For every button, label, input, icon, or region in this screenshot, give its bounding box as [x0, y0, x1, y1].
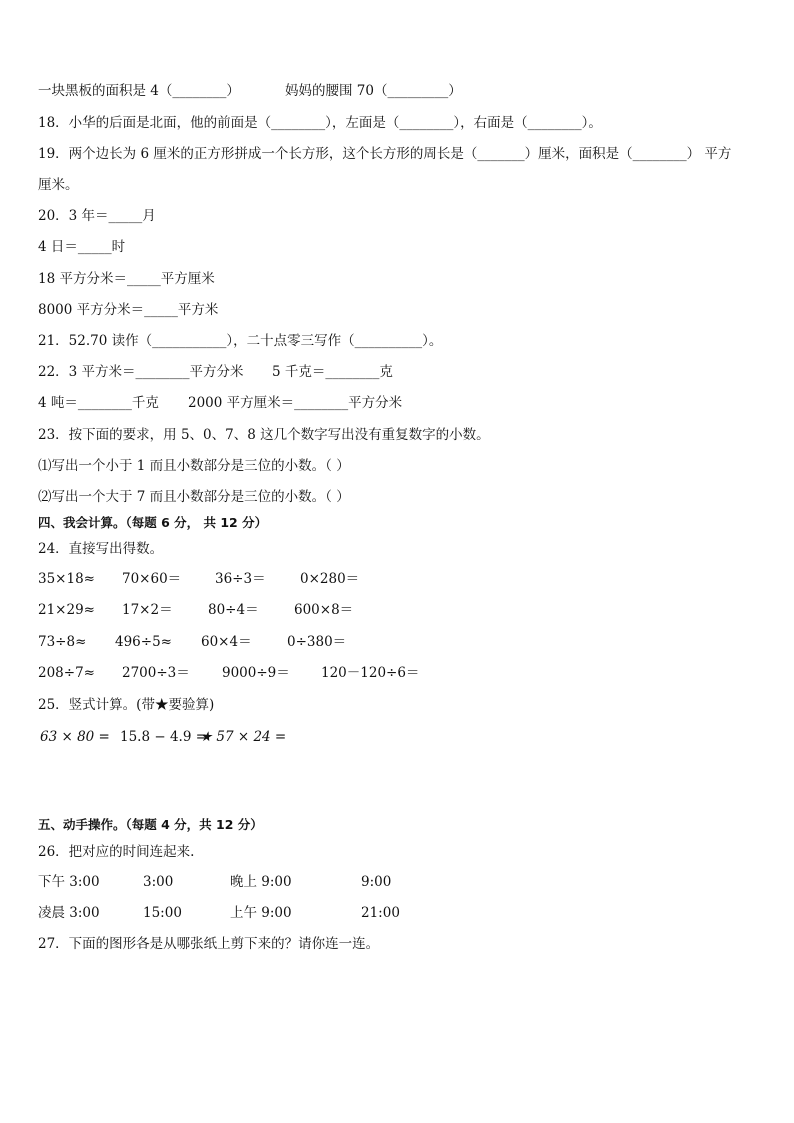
- calc-item: 36÷3＝: [215, 571, 266, 587]
- question-19-line2: 厘米。: [38, 177, 79, 193]
- question-25-stem: 25．竖式计算。(带★要验算): [38, 697, 215, 713]
- question-22b: 5 千克＝________克: [272, 364, 393, 380]
- section-4-heading: 四、我会计算。（每题 6 分， 共 12 分）: [38, 515, 268, 530]
- q17-mother-waist: 妈妈的腰围 70（_________）: [285, 83, 462, 99]
- question-20b: 4 日＝_____时: [38, 239, 126, 255]
- calc-item: 60×4＝: [201, 634, 252, 650]
- question-18: 18．小华的后面是北面，他的前面是（________），左面是（________），右面是（________）。: [38, 115, 602, 131]
- calc-item: 80÷4＝: [208, 602, 259, 618]
- vertical-calc-item: 63 × 80 =: [40, 729, 110, 745]
- vertical-calc-item-check: ★ 57 × 24 =: [200, 729, 287, 745]
- calc-item: 600×8＝: [294, 602, 354, 618]
- question-19-line1: 19．两个边长为 6 厘米的正方形拼成一个长方形，这个长方形的周长是（_______）厘米，面积是（________） 平方: [38, 146, 732, 162]
- time-item: 15:00: [143, 905, 182, 921]
- calc-item: 9000÷9＝: [222, 665, 290, 681]
- question-20d: 8000 平方分米＝_____平方米: [38, 302, 219, 318]
- calc-item: 496÷5≈: [115, 634, 172, 650]
- time-item: 晚上 9:00: [230, 874, 292, 890]
- question-23-part2: ⑵写出一个大于 7 而且小数部分是三位的小数。（ ）: [38, 489, 350, 505]
- calc-item: 70×60＝: [122, 571, 182, 587]
- time-item: 下午 3:00: [38, 874, 100, 890]
- question-20a: 20．3 年＝_____月: [38, 208, 156, 224]
- q17-blackboard-area: 一块黑板的面积是 4（________）: [38, 83, 240, 99]
- question-23-stem: 23．按下面的要求，用 5、0、7、8 这几个数字写出没有重复数字的小数。: [38, 427, 490, 443]
- question-23-part1: ⑴写出一个小于 1 而且小数部分是三位的小数。（ ）: [38, 458, 350, 474]
- calc-item: 21×29≈: [38, 602, 95, 618]
- question-21: 21．52.70 读作（___________），二十点零三写作（__________）。: [38, 333, 443, 349]
- calc-item: 0×280＝: [300, 571, 360, 587]
- time-item: 上午 9:00: [230, 905, 292, 921]
- calc-item: 208÷7≈: [38, 665, 95, 681]
- vertical-calc-item: 15.8 − 4.9 =: [120, 729, 208, 745]
- question-24-stem: 24．直接写出得数。: [38, 541, 164, 557]
- time-item: 3:00: [143, 874, 174, 890]
- time-item: 9:00: [361, 874, 392, 890]
- calc-item: 0÷380＝: [287, 634, 347, 650]
- question-26-stem: 26．把对应的时间连起来.: [38, 844, 195, 860]
- question-22d: 2000 平方厘米＝________平方分米: [188, 395, 403, 411]
- calc-item: 17×2＝: [122, 602, 173, 618]
- question-27: 27．下面的图形各是从哪张纸上剪下来的？请你连一连。: [38, 936, 380, 952]
- question-20c: 18 平方分米＝_____平方厘米: [38, 271, 215, 287]
- calc-item: 120－120÷6＝: [321, 665, 420, 681]
- section-5-heading: 五、动手操作。（每题 4 分，共 12 分）: [38, 817, 263, 832]
- question-22a: 22．3 平方米＝________平方分米: [38, 364, 244, 380]
- time-item: 21:00: [361, 905, 400, 921]
- calc-item: 35×18≈: [38, 571, 95, 587]
- calc-item: 73÷8≈: [38, 634, 87, 650]
- question-22c: 4 吨＝________千克: [38, 395, 159, 411]
- calc-item: 2700÷3＝: [122, 665, 190, 681]
- time-item: 凌晨 3:00: [38, 905, 100, 921]
